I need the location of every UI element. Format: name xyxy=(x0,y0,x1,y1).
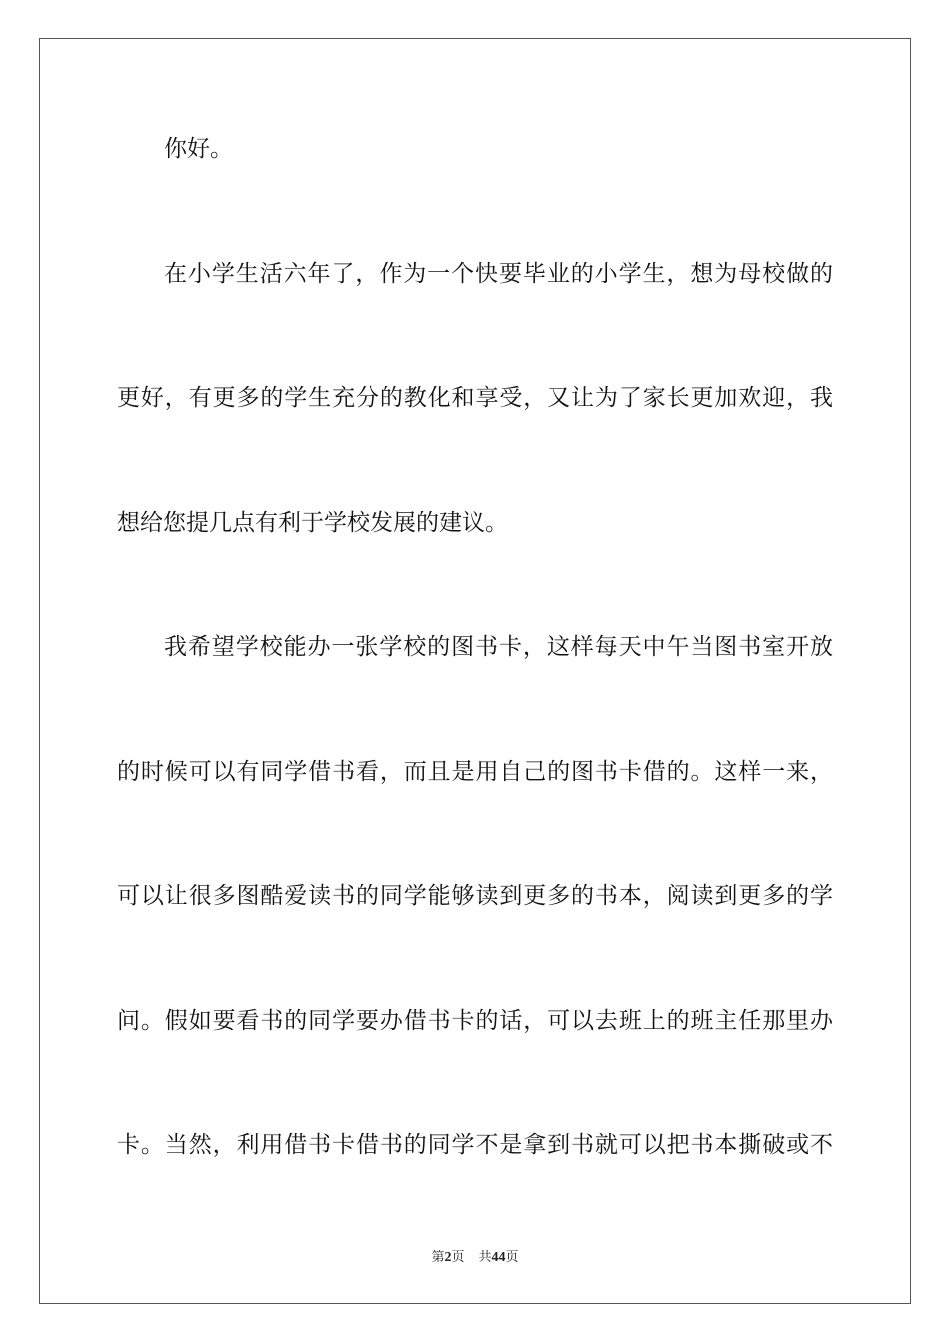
paragraph-line: 问。假如要看书的同学要办借书卡的话，可以去班上的班主任那里办 xyxy=(117,1008,833,1034)
paragraph-line: 在小学生活六年了，作为一个快要毕业的小学生，想为母校做的 xyxy=(164,261,833,287)
page-frame xyxy=(39,38,911,1304)
page-prefix: 第 xyxy=(431,1250,445,1265)
total-suffix: 页 xyxy=(505,1250,519,1265)
page-suffix: 页 xyxy=(451,1250,465,1265)
page-footer xyxy=(0,1246,950,1266)
paragraph-line: 想给您提几点有利于学校发展的建议。 xyxy=(117,510,508,536)
paragraph-line: 更好，有更多的学生充分的教化和享受，又让为了家长更加欢迎，我 xyxy=(117,385,833,411)
paragraph-line: 的时候可以有同学借书看，而且是用自己的图书卡借的。这样一来， xyxy=(117,759,833,785)
total-pages: 44 xyxy=(491,1250,506,1265)
page-number: 2 xyxy=(444,1250,452,1265)
total-prefix: 共 xyxy=(478,1250,492,1265)
paragraph-line: 你好。 xyxy=(164,136,233,162)
paragraph-line: 我希望学校能办一张学校的图书卡，这样每天中午当图书室开放 xyxy=(164,634,833,660)
paragraph-line: 卡。当然，利用借书卡借书的同学不是拿到书就可以把书本撕破或不 xyxy=(117,1132,833,1158)
paragraph-line: 可以让很多图酷爱读书的同学能够读到更多的书本，阅读到更多的学 xyxy=(117,883,833,909)
